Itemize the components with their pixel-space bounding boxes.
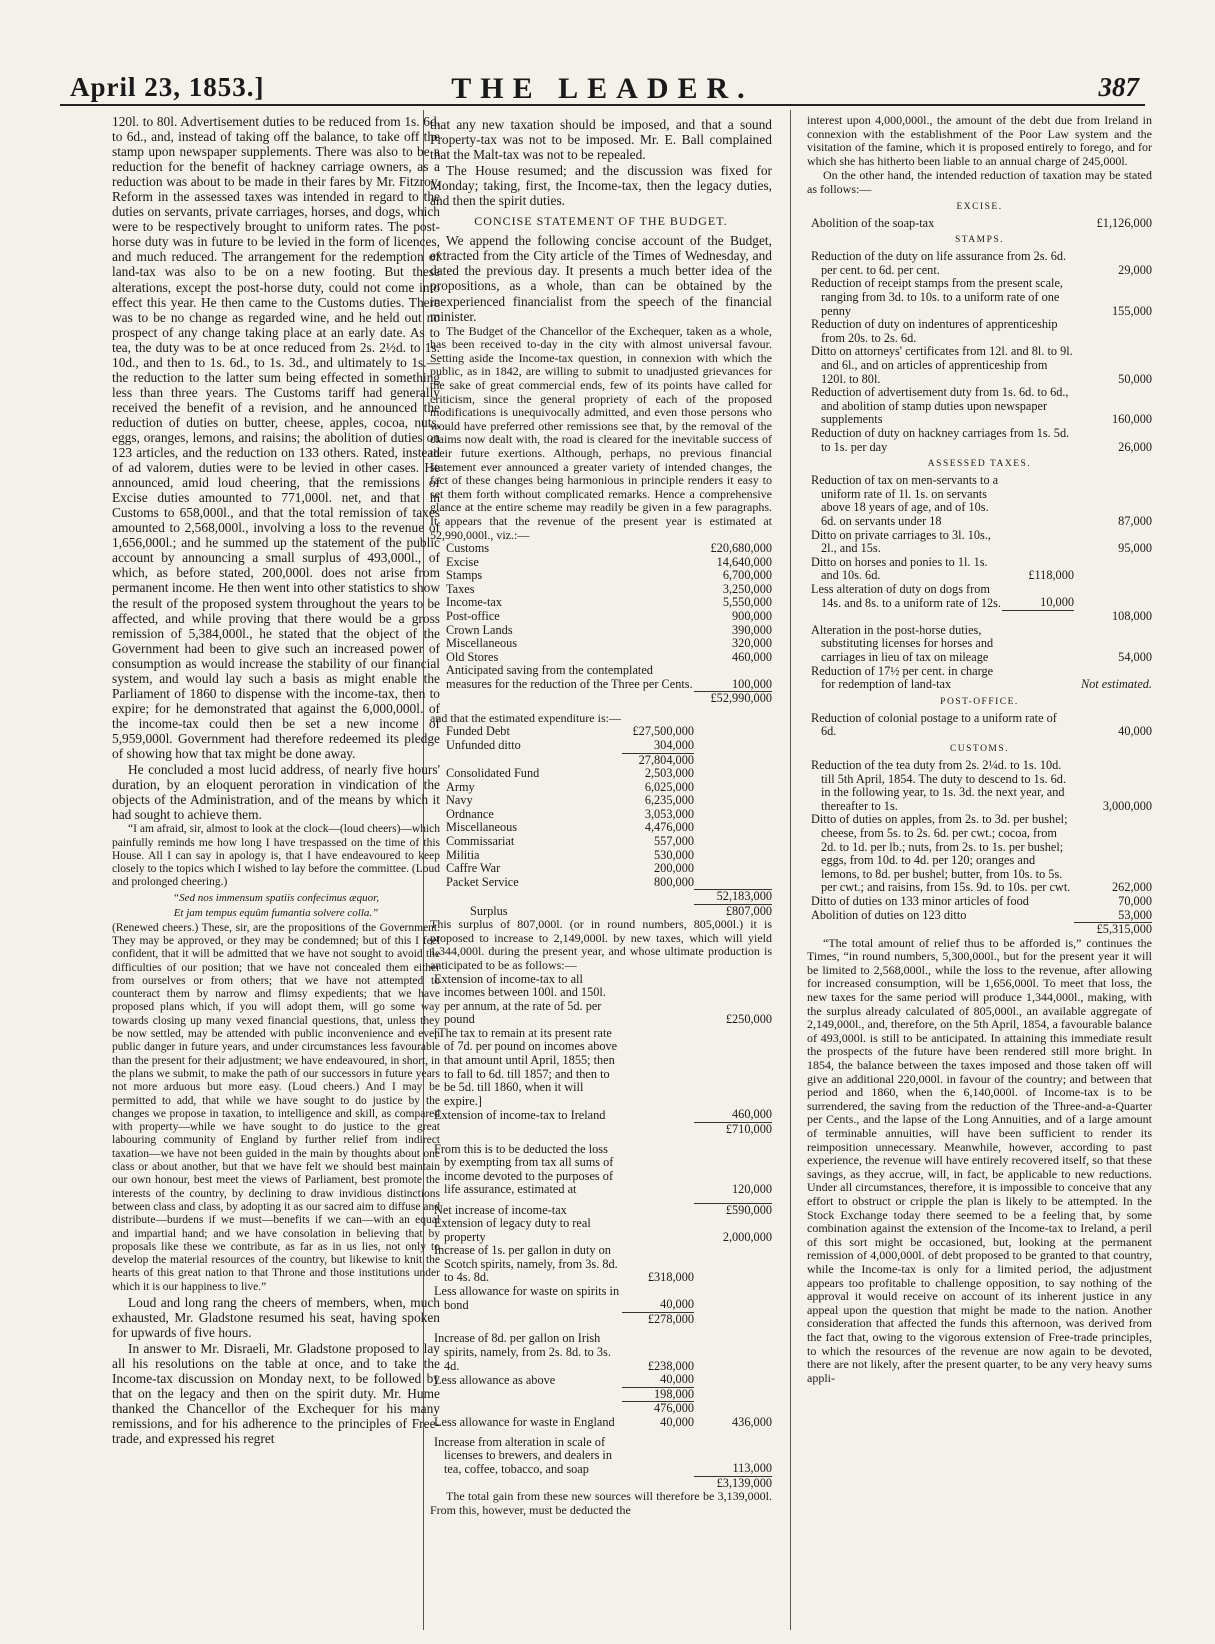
table-row: Increase of 1s. per gallon in duty on Scotch spirits, namely, from 3s. 8d. to 4s. 8d. £318,000 bbox=[434, 1243, 694, 1285]
table-row: Extension of income-tax to all incomes between 100l. and 150l. per annum, at the rate of 5d. per pound £250,000 bbox=[434, 971, 772, 1027]
row-label: Old Stores bbox=[446, 649, 499, 664]
table-row: Funded Debt £27,500,000 bbox=[446, 724, 694, 739]
subtotal: £278,000 bbox=[622, 1312, 694, 1326]
table-row bbox=[430, 569, 772, 583]
row-amount: 460,000 bbox=[732, 649, 772, 664]
table-row bbox=[430, 835, 772, 849]
row-label: Consolidated Fund bbox=[446, 766, 540, 781]
relief-total: £5,315,000 bbox=[1074, 923, 1152, 937]
table-row: Increase of 8d. per gallon on Irish spirits, namely, from 2s. 8d. to 3s. 4d. £238,000 bbox=[434, 1331, 694, 1373]
table-row: Alteration in the post-horse duties, substituting licenses for horses and carriages in lieu of tax on mileage 54,000 bbox=[811, 622, 1152, 664]
row-label: Packet Service bbox=[446, 874, 519, 889]
table-section-title: ASSESSED TAXES. bbox=[927, 459, 1032, 470]
surplus-amount: £807,000 bbox=[694, 904, 772, 918]
table-row: Reduction of duty on hackney carriages from 1s. 5d. to 1s. per day 26,000 bbox=[811, 425, 1152, 454]
table-row bbox=[430, 542, 772, 556]
table-row: Ditto of duties on apples, from 2s. to 3d. per bushel; cheese, from 5s. to 2s. 6d. per cwt.; cocoa, from 2d. to 1d. per lb.; nuts, from 2s. to 1s. per bushel; eggs, from 10d. to 4d. per 120; oranges and lemons, to 8d. per bushel; butter, from 10s. to 5s. per cwt.; and raisins, from 15s. 9d. to 10s. per cwt. 262,000 bbox=[811, 812, 1152, 895]
row-amount: 6,025,000 bbox=[644, 779, 694, 794]
speech-quote: “I am afraid, sir, almost to look at the clock—(loud cheers)—which painfully reminds me how long I have trespassed on the time of this House. All I can say in apology is, that I have endeavoured to keep closely to the topics which I wished to lay before the committee. (Loud and prolonged cheering.) bbox=[112, 823, 440, 889]
table-row: From this is to be deducted the loss by exempting from tax all sums of income devoted to the purposes of life assurance, estimated at 120,000 bbox=[434, 1141, 772, 1197]
row-label: Stamps bbox=[446, 568, 483, 583]
table-row: Reduction of duty on indentures of apprenticeship from 20s. to 2s. 6d. bbox=[811, 317, 1058, 345]
row-label: Customs bbox=[446, 541, 490, 556]
expenditure-intro: and that the estimated expenditure is:— bbox=[430, 710, 621, 725]
table-row: Reduction of tax on men-servants to a uniform rate of 1l. 1s. on servants above 18 years of age, and of 10s. 6d. on servants under 18 87,000 bbox=[811, 473, 1152, 528]
row-amount: 100,000 bbox=[732, 676, 772, 691]
subtotal: 198,000 bbox=[622, 1387, 694, 1402]
table-row: Net increase of income-tax £590,000 bbox=[434, 1202, 772, 1217]
row-amount: 3,250,000 bbox=[722, 581, 772, 596]
table-row: Ditto on horses and ponies to 1l. 1s. and 10s. 6d. £118,000 bbox=[811, 554, 1074, 583]
table-row: Less allowance for waste in England 40,000 436,000 bbox=[434, 1414, 772, 1429]
col3-paragraph: On the other hand, the intended reduction of taxation may be stated as follows:— bbox=[807, 168, 1152, 196]
col1-paragraph: In answer to Mr. Disraeli, Mr. Gladstone proposed to lay all his resolutions on the table at once, and to take the Income-tax discussion on Monday next, to be followed by that on the legacy and then on the spirit duty. Mr. Hume thanked the Chancellor of the Exchequer for his many remissions, and for his adherence to the principles of Free-trade, and expressed his regret bbox=[112, 1341, 440, 1447]
table-row bbox=[430, 664, 772, 691]
expenditure-subtotal: 27,804,000 bbox=[622, 753, 694, 767]
table-row: Increase from alteration in scale of licenses to brewers, and dealers in tea, coffee, tobacco, and soap 113,000 bbox=[434, 1434, 772, 1476]
speech-quote: (Renewed cheers.) These, sir, are the propositions of the Government. They may be approved, or they may be condemned; but of this I feel confident, that it will be admitted that we have not sought to avoid the difficulties of our position; that we have not concealed them either from ourselves or from others; that we have not attempted to counteract them by narrow and flimsy expedients; that we have proposed plans which, if you will adopt them, will go some way towards closing up many vexed financial questions, that, unless they be now settled, may be attended with public inconvenience and even public danger in future years, and under circumstances less favourable than the present for their adjustment; we have endeavoured, in short, in the plans we submit, to make the path of our successors in future years not more arduous but more easy. (Loud cheers.) And I may be permitted to add, that while we have sought to do justice by the changes we propose in taxation, to intelligence and skill, as compared with property—while we have sought to do justice to the great labouring community of England by further relief from indirect taxation—we have not been guided in the main by thoughts about one class or about another, but that we have felt we should best maintain our own honour, best meet the views of Parliament, best promote the interests of the country, by declining to draw invidious distinctions between class and class, by adopting it as our sacred aim to diffuse and distribute—burdens if we must—benefits if we can—with an equal and impartial hand; and we have consolation in believing that by proposals like these we contribute, as far as in us lies, not only to develop the material resources of the country, but likewise to knit the hearts of this great nation to that Throne and those institutions under which it is our happiness to live.” bbox=[112, 921, 440, 1293]
row-label: Anticipated saving from the contemplated measures for the reduction of the Three per Cents. bbox=[446, 663, 693, 692]
row-label: Commissariat bbox=[446, 834, 515, 849]
row-amount: £1,126,000 bbox=[1096, 215, 1152, 230]
table-row bbox=[430, 610, 772, 624]
table-row bbox=[430, 808, 772, 822]
row-label: Caffre War bbox=[446, 861, 501, 876]
newspaper-title: THE LEADER. bbox=[451, 72, 754, 105]
stamps-table bbox=[807, 250, 1152, 454]
table-row bbox=[430, 767, 772, 781]
subtotal: 476,000 bbox=[622, 1402, 694, 1416]
col3-paragraph: “The total amount of relief thus to be afforded is,” continues the Times, “in round numbers, 5,300,000l., but for the present year it will be limited to 2,568,000l., while the loss to the revenue, after allowing for increased consumption, will be 1,656,000l. To meet that loss, the new taxes for the same period will produce 1,344,000l., making, with the surplus already calculated of 805,000l., an available aggregate of 2,149,000l., and, therefore, on the 5th April, 1854, a favourable balance of 493,000l. is still to be anticipated. In attaining this immediate result the prospects of the future have been rendered still more bright. In 1854, the balance between the taxes imposed and those taken off will give an additional 220,000l. in favour of the country; and between that period and 1860, when the 6,140,000l. of Income-tax is to be surrendered, the saving from the reduction of the Three-and-a-Quarter per Cents., and the lapse of the Long Annuities, and of a large amount of terminable annuities, will have been sufficient to render its reimposition unnecessary. Meanwhile, however, according to past experience, the revenue will have entirely recovered itself, so that these savings, as they accrue, will, in fact, be applicable to new reductions. Under all circumstances, therefore, it is impossible to conceive that any effort to obstruct or cripple the plan is likely to be attempted. In the Stock Exchange today there seemed to be a feeling that, by some combination against the extension of the Income-tax to Ireland, a peril of this sort might be occasioned, but, looking at the permanent remission of 4,000,000l. of debt proposed to be granted to that country, while the Income-tax is only for a limited period, the adjustment appears too profitable to challenge opposition, to say nothing of the approval it would receive on account of its inherent justice in any appeal upon the question that might be made to the nation. Another consideration that affected the funds this afternoon, was derived from the fact that, owing to the vigorous extension of Free-trade principles, to which the resources of the revenue are now again to be devoted, there are not likely, after the present quarter, to be any very heavy sums appli- bbox=[807, 935, 1152, 1385]
latin-verse: Et jam tempus equûm fumantia solvere colla.” bbox=[173, 906, 379, 919]
row-label: Ordnance bbox=[446, 806, 494, 821]
table-row: Reduction of the duty on life assurance from 2s. 6d. per cent. to 6d. per cent. 29,000 bbox=[811, 249, 1152, 277]
surplus-label: Surplus bbox=[470, 903, 508, 918]
row-label: Post-office bbox=[446, 609, 500, 624]
row-label: Income-tax bbox=[446, 595, 502, 610]
col2-paragraph: The House resumed; and the discussion was fixed for Monday; taking, first, the Income-tax, then the legacy duties, and then the spirit duties. bbox=[430, 163, 772, 209]
row-amount: 900,000 bbox=[732, 609, 772, 624]
column-1 bbox=[112, 114, 440, 1639]
table-row bbox=[430, 849, 772, 863]
new-taxes-total: £3,139,000 bbox=[694, 1476, 772, 1490]
col2-paragraph: We append the following concise account of the Budget, extracted from the City article of the Times of Wednesday, and dated the previous day. It presents a much better idea of the propositions, as a whole, than can be obtained by the inexperienced financialist from the speech of the financial minister. bbox=[430, 233, 772, 324]
subtotal: 108,000 bbox=[1112, 609, 1152, 624]
page-header bbox=[60, 60, 1145, 106]
table-row: Ditto on private carriages to 3l. 10s., 2l., and 15s. 95,000 bbox=[811, 527, 1152, 556]
row-amount: 4,476,000 bbox=[644, 820, 694, 835]
table-row bbox=[430, 624, 772, 638]
row-amount: 320,000 bbox=[732, 636, 772, 651]
table-row: Reduction of the tea duty from 2s. 2¼d. to 1s. 10d. till 5th April, 1854. The duty to descend to 1s. 6d. in the following year, to 1s. 3d. the next year, and thereafter to 1s. 3,000,000 bbox=[811, 757, 1152, 813]
col3-paragraph: interest upon 4,000,000l., the amount of the debt due from Ireland in connexion with the establishment of the Poor Law system and the visitation of the famine, which it is proposed entirely to forego, and for which she has hitherto been liable to an annual charge of 245,000l. bbox=[807, 114, 1152, 168]
row-amount: 200,000 bbox=[654, 861, 694, 876]
row-label: Militia bbox=[446, 847, 480, 862]
table-row bbox=[430, 876, 772, 890]
issue-date: April 23, 1853.] bbox=[70, 72, 265, 102]
table-row: Unfunded ditto 304,000 bbox=[446, 737, 694, 753]
col1-paragraph: He concluded a most lucid address, of nearly five hours' duration, by an eloquent peroration in vindication of the objects of the Administration, and of the means by which it had sought to achieve them. bbox=[112, 762, 440, 823]
table-section-title: STAMPS. bbox=[954, 235, 1005, 246]
table-row: Reduction of receipt stamps from the present scale, ranging from 3d. to 10s. to a uniform rate of one penny 155,000 bbox=[811, 276, 1152, 318]
table-row bbox=[430, 862, 772, 876]
table-row: Abolition of duties on 123 ditto 53,000 bbox=[811, 907, 1152, 923]
row-label: Miscellaneous bbox=[446, 636, 518, 651]
table-row bbox=[430, 583, 772, 597]
subtotal: £710,000 bbox=[694, 1123, 772, 1137]
table-row bbox=[430, 794, 772, 808]
latin-verse: “Sed nos immensum spatiis confecimus æquor, bbox=[173, 891, 379, 904]
row-amount: 6,700,000 bbox=[722, 568, 772, 583]
new-taxes-table bbox=[430, 973, 772, 1491]
table-row bbox=[430, 781, 772, 795]
row-amount: 800,000 bbox=[654, 874, 694, 889]
table-row: Reduction of advertisement duty from 1s. 6d. to 6d., and abolition of stamp duties upon newspaper supplements 160,000 bbox=[811, 385, 1152, 427]
column-rule-2 bbox=[790, 110, 791, 1630]
row-label: Taxes bbox=[446, 581, 475, 596]
col2-paragraph: This surplus of 807,000l. (or in round numbers, 805,000l.) it is proposed to increase to 2,149,000l. by new taxes, which will yield 1,344,000l. during the present year, and whose ultimate production is anticipated to be as follows:— bbox=[430, 917, 772, 972]
row-amount: 530,000 bbox=[654, 847, 694, 862]
page-number: 387 bbox=[1098, 72, 1139, 102]
table-row: [The tax to remain at its present rate of 7d. per pound on incomes above that amount until April, 1855; then to fall to 6d. till 1857; and then to be 5d. till 1860, when it will expire.] bbox=[434, 1025, 618, 1108]
row-label: Miscellaneous bbox=[446, 820, 518, 835]
revenue-table bbox=[430, 542, 772, 706]
table-row bbox=[430, 821, 772, 835]
table-row: Ditto on attorneys' certificates from 12l. and 8l. to 9l. and 6l., and on articles of apprenticeship from 120l. to 80l. 50,000 bbox=[811, 344, 1152, 386]
table-row: Ditto of duties on 133 minor articles of food 70,000 bbox=[811, 893, 1152, 908]
row-amount: 557,000 bbox=[654, 834, 694, 849]
column-3 bbox=[807, 114, 1152, 1639]
row-amount: 5,550,000 bbox=[722, 595, 772, 610]
row-amount: £20,680,000 bbox=[710, 541, 772, 556]
table-row: Less allowance for waste on spirits in bond 40,000 bbox=[434, 1284, 694, 1312]
col2-paragraph: The Budget of the Chancellor of the Exchequer, taken as a whole, has been received to-day in the city with almost universal favour. Setting aside the Income-tax question, in connexion with which the public, as in 1842, are willing to submit to unadjusted grievances for the sake of great commercial ends, few of its points have called for criticism, since the general propriety of each of the proposed modifications is unequivocally admitted, and even those persons who would have preferred other remissions see that, by the removal of the claims now dealt with, the road is cleared for the inevitable success of their future exertions. Although, perhaps, no previous financial statement ever announced a greater variety of intended changes, the fact of these changes being harmonious in principle renders it easy to set them forth without complicated remarks. Hence a comprehensive glance at the entire scheme may readily be given in a few paragraphs. It appears that the revenue of the present year is estimated at 52,990,000l., viz.:— bbox=[430, 323, 772, 542]
assessed-taxes-table bbox=[807, 474, 1152, 692]
row-amount: 6,235,000 bbox=[644, 793, 694, 808]
row-amount: 3,053,000 bbox=[644, 806, 694, 821]
table-row bbox=[430, 596, 772, 610]
column-2 bbox=[430, 117, 772, 1642]
row-amount: 2,503,000 bbox=[644, 766, 694, 781]
row-amount: 390,000 bbox=[732, 622, 772, 637]
table-row: Less allowance as above 40,000 bbox=[434, 1372, 694, 1387]
table-row: Reduction of colonial postage to a uniform rate of 6d. 40,000 bbox=[811, 710, 1152, 739]
expenditure-total: 52,183,000 bbox=[694, 889, 772, 904]
col2-paragraph: that any new taxation should be imposed, and that a sound Property-tax was not to be imposed. Mr. E. Ball complained that the Malt-tax was not to be repealed. bbox=[430, 117, 772, 163]
col2-paragraph: The total gain from these new sources will therefore be 3,139,000l. From this, however, must be deducted the bbox=[430, 1489, 772, 1517]
row-label: Crown Lands bbox=[446, 622, 513, 637]
table-row bbox=[807, 217, 1152, 231]
table-row bbox=[430, 637, 772, 651]
table-row: Reduction of 17½ per cent. in charge for redemption of land-tax Not estimated. bbox=[811, 663, 1152, 692]
row-label: Abolition of the soap-tax bbox=[811, 215, 935, 230]
post-office-table bbox=[807, 712, 1152, 739]
revenue-total: £52,990,000 bbox=[694, 692, 772, 706]
row-label: Army bbox=[446, 779, 475, 794]
table-row bbox=[430, 651, 772, 665]
table-row bbox=[430, 556, 772, 570]
section-heading: CONCISE STATEMENT OF THE BUDGET. bbox=[474, 214, 728, 229]
table-section-title: POST-OFFICE. bbox=[940, 696, 1019, 707]
table-section-title: CUSTOMS. bbox=[949, 743, 1010, 754]
col1-paragraph: 120l. to 80l. Advertisement duties to be reduced from 1s. 6d. to 6d., and, instead of taking off the balance, to take off the stamp upon newspaper supplements. There was also to be a reduction for the benefit of hackney carriage owners, as a reduction was about to be made in their fares by Mr. Fitzroy. Reform in the assessed taxes was intended in regard to the duties on servants, private carriages, horses, and dogs, which were to be respectively brought to uniform rates. The post-horse duty was in future to be levied in the form of licences, and much reduced. The arrangement for the redemption of land-tax was also to be on a new footing. But these alterations, except the post-horse duty, could not come into effect this year. He then came to the Customs duties. There was to be no change as regarded wine, and he held out no prospect of any change taking place at an early date. As to tea, the duty was to be at once reduced from 2s. 2½d. to 1s. 10d., and then to 1s. 6d., to 1s. 3d., and ultimately to 1s.—the reduction to the latter sum being effected in something less than three years. The Customs tariff had generally received the benefit of a revision, and he announced the reduction of duties on butter, cheese, apples, cocoa, nuts, eggs, oranges, lemons, and raisins; the abolition of duties on 123 articles, and the reduction on 133 others. Rated, instead of ad valorem, duties were to be levied in other cases. He announced, amid loud cheering, that the remissions of Excise duties amounted to 771,000l. net, and that in Customs to 658,000l., and that the total remission of taxes amounted to 2,568,000l., involving a loss to the revenue of 1,656,000l.; and he summed up the statement of the public account by announcing a small surplus of 493,000l., of which, as before stated, 200,000l. does not arise from permanent income. He then went into other statistics to show the result of the proposed system throughout the years to be affected, and while proving that there would be a gross remission of 5,384,000l., he stated that the object of the Government had been to give such an increased power of consumption as would increase the stability of our financial system, and would lay such a basis as might enable the Parliament of 1860 to dispense with the income-tax, then to expire; for he demonstrated that against the 6,000,000l. of the income-tax could then be set a new income of 5,959,000l. Government had therefore redeemed its pledge of showing how that tax might be done away. bbox=[112, 114, 440, 761]
col1-paragraph: Loud and long rang the cheers of members, when, much exhausted, Mr. Gladstone resumed his seat, having spoken for upwards of five hours. bbox=[112, 1295, 440, 1341]
row-amount: 14,640,000 bbox=[716, 554, 772, 569]
expenditure-table bbox=[430, 725, 772, 918]
customs-table bbox=[807, 759, 1152, 937]
row-label: Navy bbox=[446, 793, 473, 808]
table-row: Less alteration of duty on dogs from 14s. and 8s. to a uniform rate of 12s. 10,000 bbox=[811, 581, 1074, 610]
table-row: Extension of income-tax to Ireland 460,000 bbox=[434, 1107, 772, 1122]
table-row: Extension of legacy duty to real property 2,000,000 bbox=[434, 1216, 772, 1244]
table-section-title: EXCISE. bbox=[956, 201, 1003, 212]
row-label: Excise bbox=[446, 554, 479, 569]
excise-table bbox=[807, 217, 1152, 231]
